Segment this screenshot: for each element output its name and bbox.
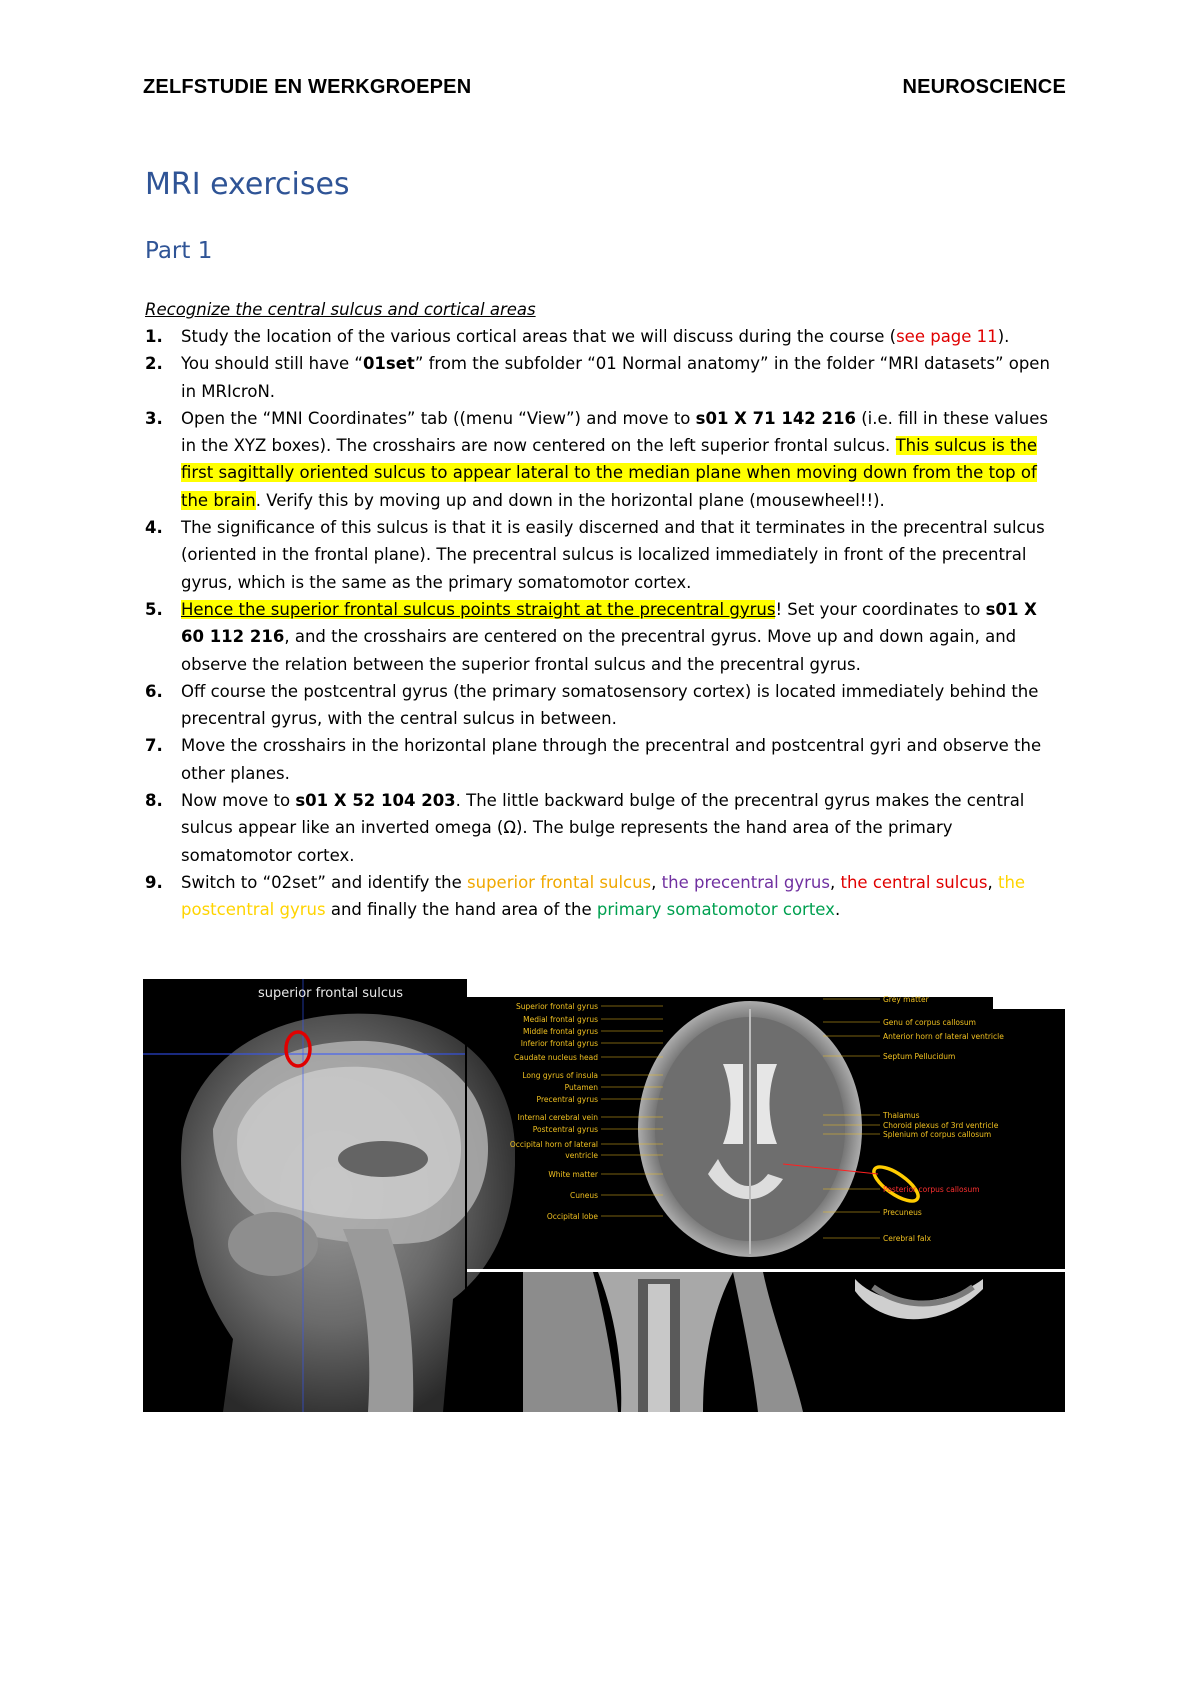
page-reference-link[interactable]: see page 11 [896, 327, 998, 346]
step-text: You should still have “ [181, 354, 363, 374]
axial-label: White matter [548, 1170, 598, 1179]
step-3 [145, 405, 1065, 514]
step-9 [145, 869, 1065, 924]
axial-label: Cuneus [569, 1191, 598, 1200]
axial-label: Superior frontal gyrus [516, 1002, 598, 1011]
step-text: and finally the hand area of the [325, 900, 597, 920]
step-number: 4. [145, 518, 163, 538]
axial-label: Precentral gyrus [536, 1095, 598, 1104]
term-precentral-gyrus: the precentral gyrus [661, 872, 830, 892]
term-primary-somatomotor-cortex: primary somatomotor cortex [596, 900, 835, 920]
highlighted-text: This sulcus is the first sagittally oriented sulcus to appear lateral to the median plane when moving down from the top of the brain [181, 436, 1038, 510]
term-superior-frontal-sulcus: superior frontal sulcus [467, 872, 652, 892]
step-number: 9. [145, 872, 163, 892]
axial-label: ventricle [565, 1151, 598, 1160]
step-text: . Verify this by moving up and down in the horizontal plane (mousewheel!!). [255, 490, 885, 510]
step-number: 1. [145, 327, 163, 346]
step-text: The significance of this sulcus is that it is easily discerned and that it terminates in the precentral sulcus (oriented in the frontal plane). The precentral sulcus is localized immediately in front of the precentral gyrus, which is the same as the primary somatomotor cortex. [181, 518, 1045, 592]
coordinate-value: s01 X 52 104 203 [295, 791, 456, 811]
step-text: Study the location of the various cortical areas that we will discuss during the course ( [181, 327, 897, 346]
step-number: 6. [145, 681, 163, 701]
step-number: 7. [145, 736, 163, 756]
axial-label: Choroid plexus of 3rd ventricle [883, 1121, 999, 1130]
sagittal-label: superior frontal sulcus [258, 986, 404, 1001]
axial-label: Middle frontal gyrus [522, 1027, 598, 1036]
section-subheading: Recognize the central sulcus and cortical areas [145, 300, 536, 319]
step-text: ” from the subfolder “01 Normal anatomy” in the folder “MRI datasets” open in MRIcroN. [181, 354, 1050, 401]
step-text: Off course the postcentral gyrus (the primary somatosensory cortex) is located immediately behind the precentral gyrus, with the central sulcus in between. [181, 681, 1039, 729]
step-text: . The little backward bulge of the precentral gyrus makes the central sulcus appear like an inverted omega (Ω). The bulge represents the hand area of the primary somatomotor cortex. [181, 791, 1025, 865]
axial-label: Precuneus [883, 1208, 922, 1217]
axial-label: Genu of corpus callosum [883, 1018, 976, 1027]
header-left: ZELFSTUDIE EN WERKGROEPEN [143, 76, 472, 98]
figure-gap [467, 979, 1065, 997]
axial-small-view [855, 1279, 983, 1319]
coordinate-value: s01 X 71 142 216 [695, 408, 856, 428]
step-7 [145, 732, 1065, 787]
step-text: (i.e. fill in these values in the XYZ boxes) [181, 408, 1048, 456]
axial-label: Postcentral gyrus [532, 1125, 598, 1134]
figure-gap [993, 979, 1065, 1009]
axial-label: Septum Pellucidum [883, 1052, 956, 1061]
coronal-mri-view [523, 1272, 803, 1412]
step-5 [145, 596, 1065, 678]
mri-figure [143, 979, 1065, 1412]
coordinate-value: s01 X 60 112 216 [181, 599, 1037, 647]
header-right: NEUROSCIENCE [902, 76, 1066, 98]
term-central-sulcus: the central sulcus [840, 872, 988, 892]
sagittal-mri-view [143, 979, 515, 1412]
exercise-steps [145, 323, 1065, 924]
axial-label: Anterior horn of lateral ventricle [883, 1032, 1004, 1041]
step-1 [145, 323, 1065, 350]
page-title: MRI exercises [145, 167, 350, 202]
step-number: 5. [145, 599, 163, 619]
separator: , [830, 872, 841, 892]
separator: , [651, 872, 662, 892]
axial-label: Internal cerebral vein [517, 1113, 598, 1122]
axial-label: Long gyrus of insula [522, 1071, 598, 1080]
step-text: ! Set your coordinates to [775, 599, 986, 619]
highlighted-text: Hence the superior frontal sulcus points straight at the precentral gyrus [181, 599, 776, 619]
part-heading: Part 1 [145, 238, 213, 264]
axial-label: Cerebral falx [883, 1234, 932, 1243]
step-text: Switch to “02set” and identify the [181, 872, 468, 892]
axial-label: Posterior corpus callosum [883, 1185, 980, 1194]
step-2 [145, 350, 1065, 405]
dataset-name: 01set [362, 354, 415, 374]
step-text: Open the “MNI Coordinates” tab ((menu “View”) and move to [181, 408, 696, 428]
axial-label: Grey matter [883, 995, 929, 1004]
axial-label: Thalamus [883, 1111, 920, 1120]
step-text: Now move to [181, 791, 296, 811]
axial-label: Occipital lobe [546, 1212, 598, 1221]
step-text: Move the crosshairs in the horizontal plane through the precentral and postcentral gyri and observe the other planes. [181, 736, 1042, 783]
step-6 [145, 678, 1065, 733]
step-4 [145, 514, 1065, 596]
mri-composite-image [143, 979, 1065, 1412]
step-text: ). [997, 327, 1010, 346]
axial-label: Putamen [564, 1083, 598, 1092]
separator: , [987, 872, 998, 892]
axial-label: Medial frontal gyrus [523, 1015, 598, 1024]
step-8 [145, 787, 1065, 869]
axial-label: Splenium of corpus callosum [883, 1130, 992, 1139]
axial-label: Occipital horn of lateral [509, 1140, 598, 1149]
step-text: , and the crosshairs are centered on the precentral gyrus. Move up and down again, and observe the relation between the superior frontal sulcus and the precentral gyrus. [181, 627, 1017, 674]
axial-label: Caudate nucleus head [514, 1053, 598, 1062]
step-number: 8. [145, 791, 163, 811]
step-number: 2. [145, 354, 163, 374]
step-text: . [834, 900, 841, 920]
term-postcentral-gyrus: the postcentral gyrus [181, 872, 1026, 920]
step-text: . The crosshairs are now centered on the left superior frontal sulcus. [326, 436, 891, 456]
axial-label: Inferior frontal gyrus [520, 1039, 598, 1048]
step-number: 3. [145, 408, 163, 428]
